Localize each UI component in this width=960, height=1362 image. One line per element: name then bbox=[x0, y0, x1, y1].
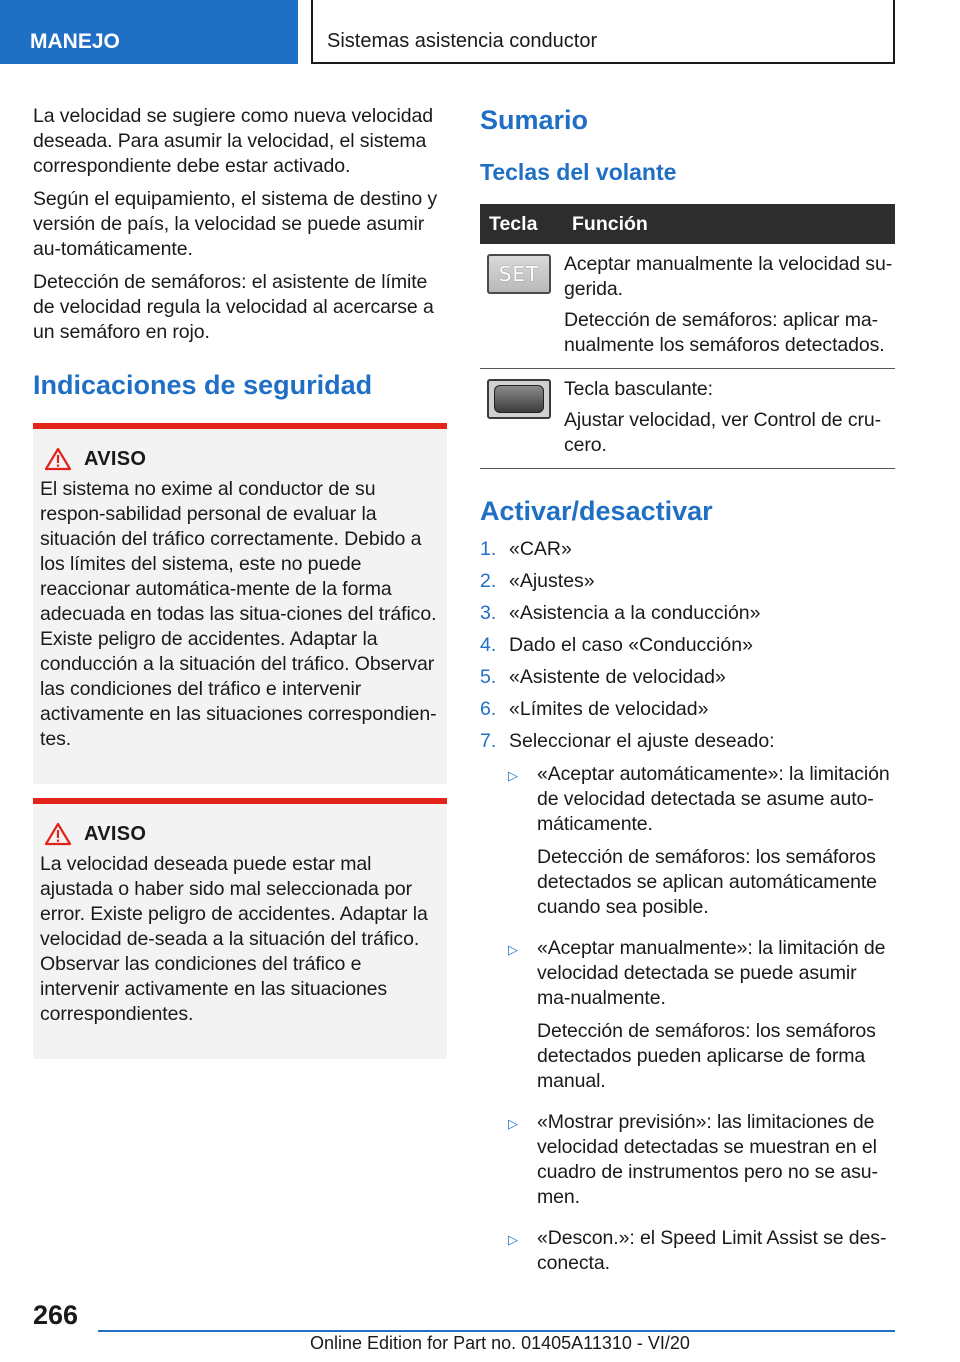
page-number: 266 bbox=[33, 1300, 79, 1330]
list-item bbox=[508, 1110, 895, 1218]
key-cell bbox=[480, 369, 558, 469]
function-cell bbox=[558, 244, 895, 369]
option-text: Detección de semáforos: los semáforos detectados se aplican automáticamente cuando sea posible. bbox=[537, 846, 877, 918]
warning-text: El sistema no exime al conductor de su respon-sabilidad personal de evaluar la situación del tráfico correctamente. Debido a los límites del sistema, este no puede reaccionar automática-mente de la forma adecuada en todas las situa-ciones del tráfico. Existe peligro de accidentes. Adaptar la conducción a la situación del tráfico. Observar las condiciones del tráfico e intervenir activamente en las situaciones correspondien-tes. bbox=[40, 478, 437, 750]
step-number: 2. bbox=[480, 570, 497, 592]
warning-title: AVISO bbox=[84, 822, 147, 845]
intro-paragraph-2: Según el equipamiento, el sistema de destino y versión de país, la velocidad se puede asumir au-tomáticamente. bbox=[33, 188, 438, 260]
list-item bbox=[508, 762, 895, 928]
step-number: 6. bbox=[480, 698, 497, 720]
right-column bbox=[480, 104, 895, 1292]
left-column bbox=[33, 104, 447, 1059]
section-tab: MANEJO bbox=[0, 0, 298, 64]
step-text: «Asistencia a la conducción» bbox=[509, 602, 761, 624]
function-line: Tecla basculante: bbox=[564, 378, 713, 400]
options-list bbox=[508, 762, 895, 1284]
warning-triangle-icon bbox=[44, 822, 72, 846]
step-text: «CAR» bbox=[509, 538, 572, 560]
list-item bbox=[480, 569, 895, 594]
step-text: «Límites de velocidad» bbox=[509, 698, 709, 720]
set-button-label: SET bbox=[498, 262, 540, 286]
list-item bbox=[480, 601, 895, 626]
summary-heading: Sumario bbox=[480, 105, 589, 135]
list-item bbox=[508, 936, 895, 1102]
list-item bbox=[480, 665, 895, 690]
warning-text: La velocidad deseada puede estar mal ajustada o haber sido mal seleccionada por error. Existe peligro de accidentes. Adaptar la velocidad de-seada a la situación del tráfico. Observar las condiciones del tráfico e intervenir activamente en las situaciones correspondientes. bbox=[40, 853, 428, 1025]
step-number: 3. bbox=[480, 602, 497, 624]
function-line: Detección de semáforos: aplicar ma-nualmente los semáforos detectados. bbox=[564, 309, 885, 356]
triangle-bullet-icon: ▷ bbox=[508, 1232, 518, 1247]
rocker-switch-icon bbox=[487, 379, 551, 419]
key-cell bbox=[480, 244, 558, 369]
column-header-function: Función bbox=[558, 204, 895, 244]
list-item bbox=[480, 697, 895, 722]
step-text: «Ajustes» bbox=[509, 570, 595, 592]
page-header-title: Sistemas asistencia conductor bbox=[311, 0, 895, 64]
step-number: 5. bbox=[480, 666, 497, 688]
steering-keys-table bbox=[480, 204, 895, 469]
option-text: Detección de semáforos: los semáforos detectados pueden aplicarse de forma manual. bbox=[537, 1020, 876, 1092]
option-text: «Descon.»: el Speed Limit Assist se des-conecta. bbox=[537, 1227, 887, 1274]
list-item bbox=[480, 633, 895, 658]
step-text: Dado el caso «Conducción» bbox=[509, 634, 753, 656]
option-text: «Aceptar manualmente»: la limitación de velocidad detectada se puede asumir ma-nualmente. bbox=[537, 937, 886, 1009]
activate-heading: Activar/desactivar bbox=[480, 496, 713, 526]
triangle-bullet-icon: ▷ bbox=[508, 942, 518, 957]
intro-paragraph-1: La velocidad se sugiere como nueva velocidad deseada. Para asumir la velocidad, el sistema correspondiente debe estar activado. bbox=[33, 105, 433, 177]
function-cell bbox=[558, 369, 895, 469]
warning-header bbox=[40, 822, 439, 846]
list-item bbox=[480, 537, 895, 562]
keys-heading: Teclas del volante bbox=[480, 159, 677, 185]
intro-paragraph-3: Detección de semáforos: el asistente de límite de velocidad regula la velocidad al acercarse a un semáforo en rojo. bbox=[33, 271, 434, 343]
function-line: Ajustar velocidad, ver Control de cru-cero. bbox=[564, 409, 882, 456]
table-row bbox=[480, 369, 895, 469]
step-text: Seleccionar el ajuste deseado: bbox=[509, 730, 775, 752]
warning-box-1 bbox=[33, 423, 447, 784]
footer-divider bbox=[98, 1330, 895, 1332]
option-text: «Aceptar automáticamente»: la limitación de velocidad detectada se asume auto-máticamente. bbox=[537, 763, 890, 835]
step-text: «Asistente de velocidad» bbox=[509, 666, 726, 688]
list-item bbox=[508, 1226, 895, 1284]
option-text: «Mostrar previsión»: las limitaciones de velocidad detectadas se muestran en el cuadro de instrumentos pero no se asu-men. bbox=[537, 1111, 878, 1208]
steps-list bbox=[480, 537, 895, 754]
step-number: 1. bbox=[480, 538, 497, 560]
warning-box-2 bbox=[33, 798, 447, 1059]
table-header-row bbox=[480, 204, 895, 244]
set-button-icon bbox=[487, 254, 551, 294]
table-row bbox=[480, 244, 895, 369]
warning-header bbox=[40, 447, 439, 471]
triangle-bullet-icon: ▷ bbox=[508, 768, 518, 783]
step-number: 7. bbox=[480, 730, 497, 752]
list-item bbox=[480, 729, 895, 754]
step-number: 4. bbox=[480, 634, 497, 656]
safety-heading: Indicaciones de seguridad bbox=[33, 370, 373, 400]
column-header-key: Tecla bbox=[480, 204, 558, 244]
edition-note: Online Edition for Part no. 01405A11310 - VI/20 bbox=[310, 1333, 690, 1353]
warning-triangle-icon bbox=[44, 447, 72, 471]
warning-title: AVISO bbox=[84, 447, 147, 470]
triangle-bullet-icon: ▷ bbox=[508, 1116, 518, 1131]
function-line: Aceptar manualmente la velocidad su-gerida. bbox=[564, 253, 893, 300]
